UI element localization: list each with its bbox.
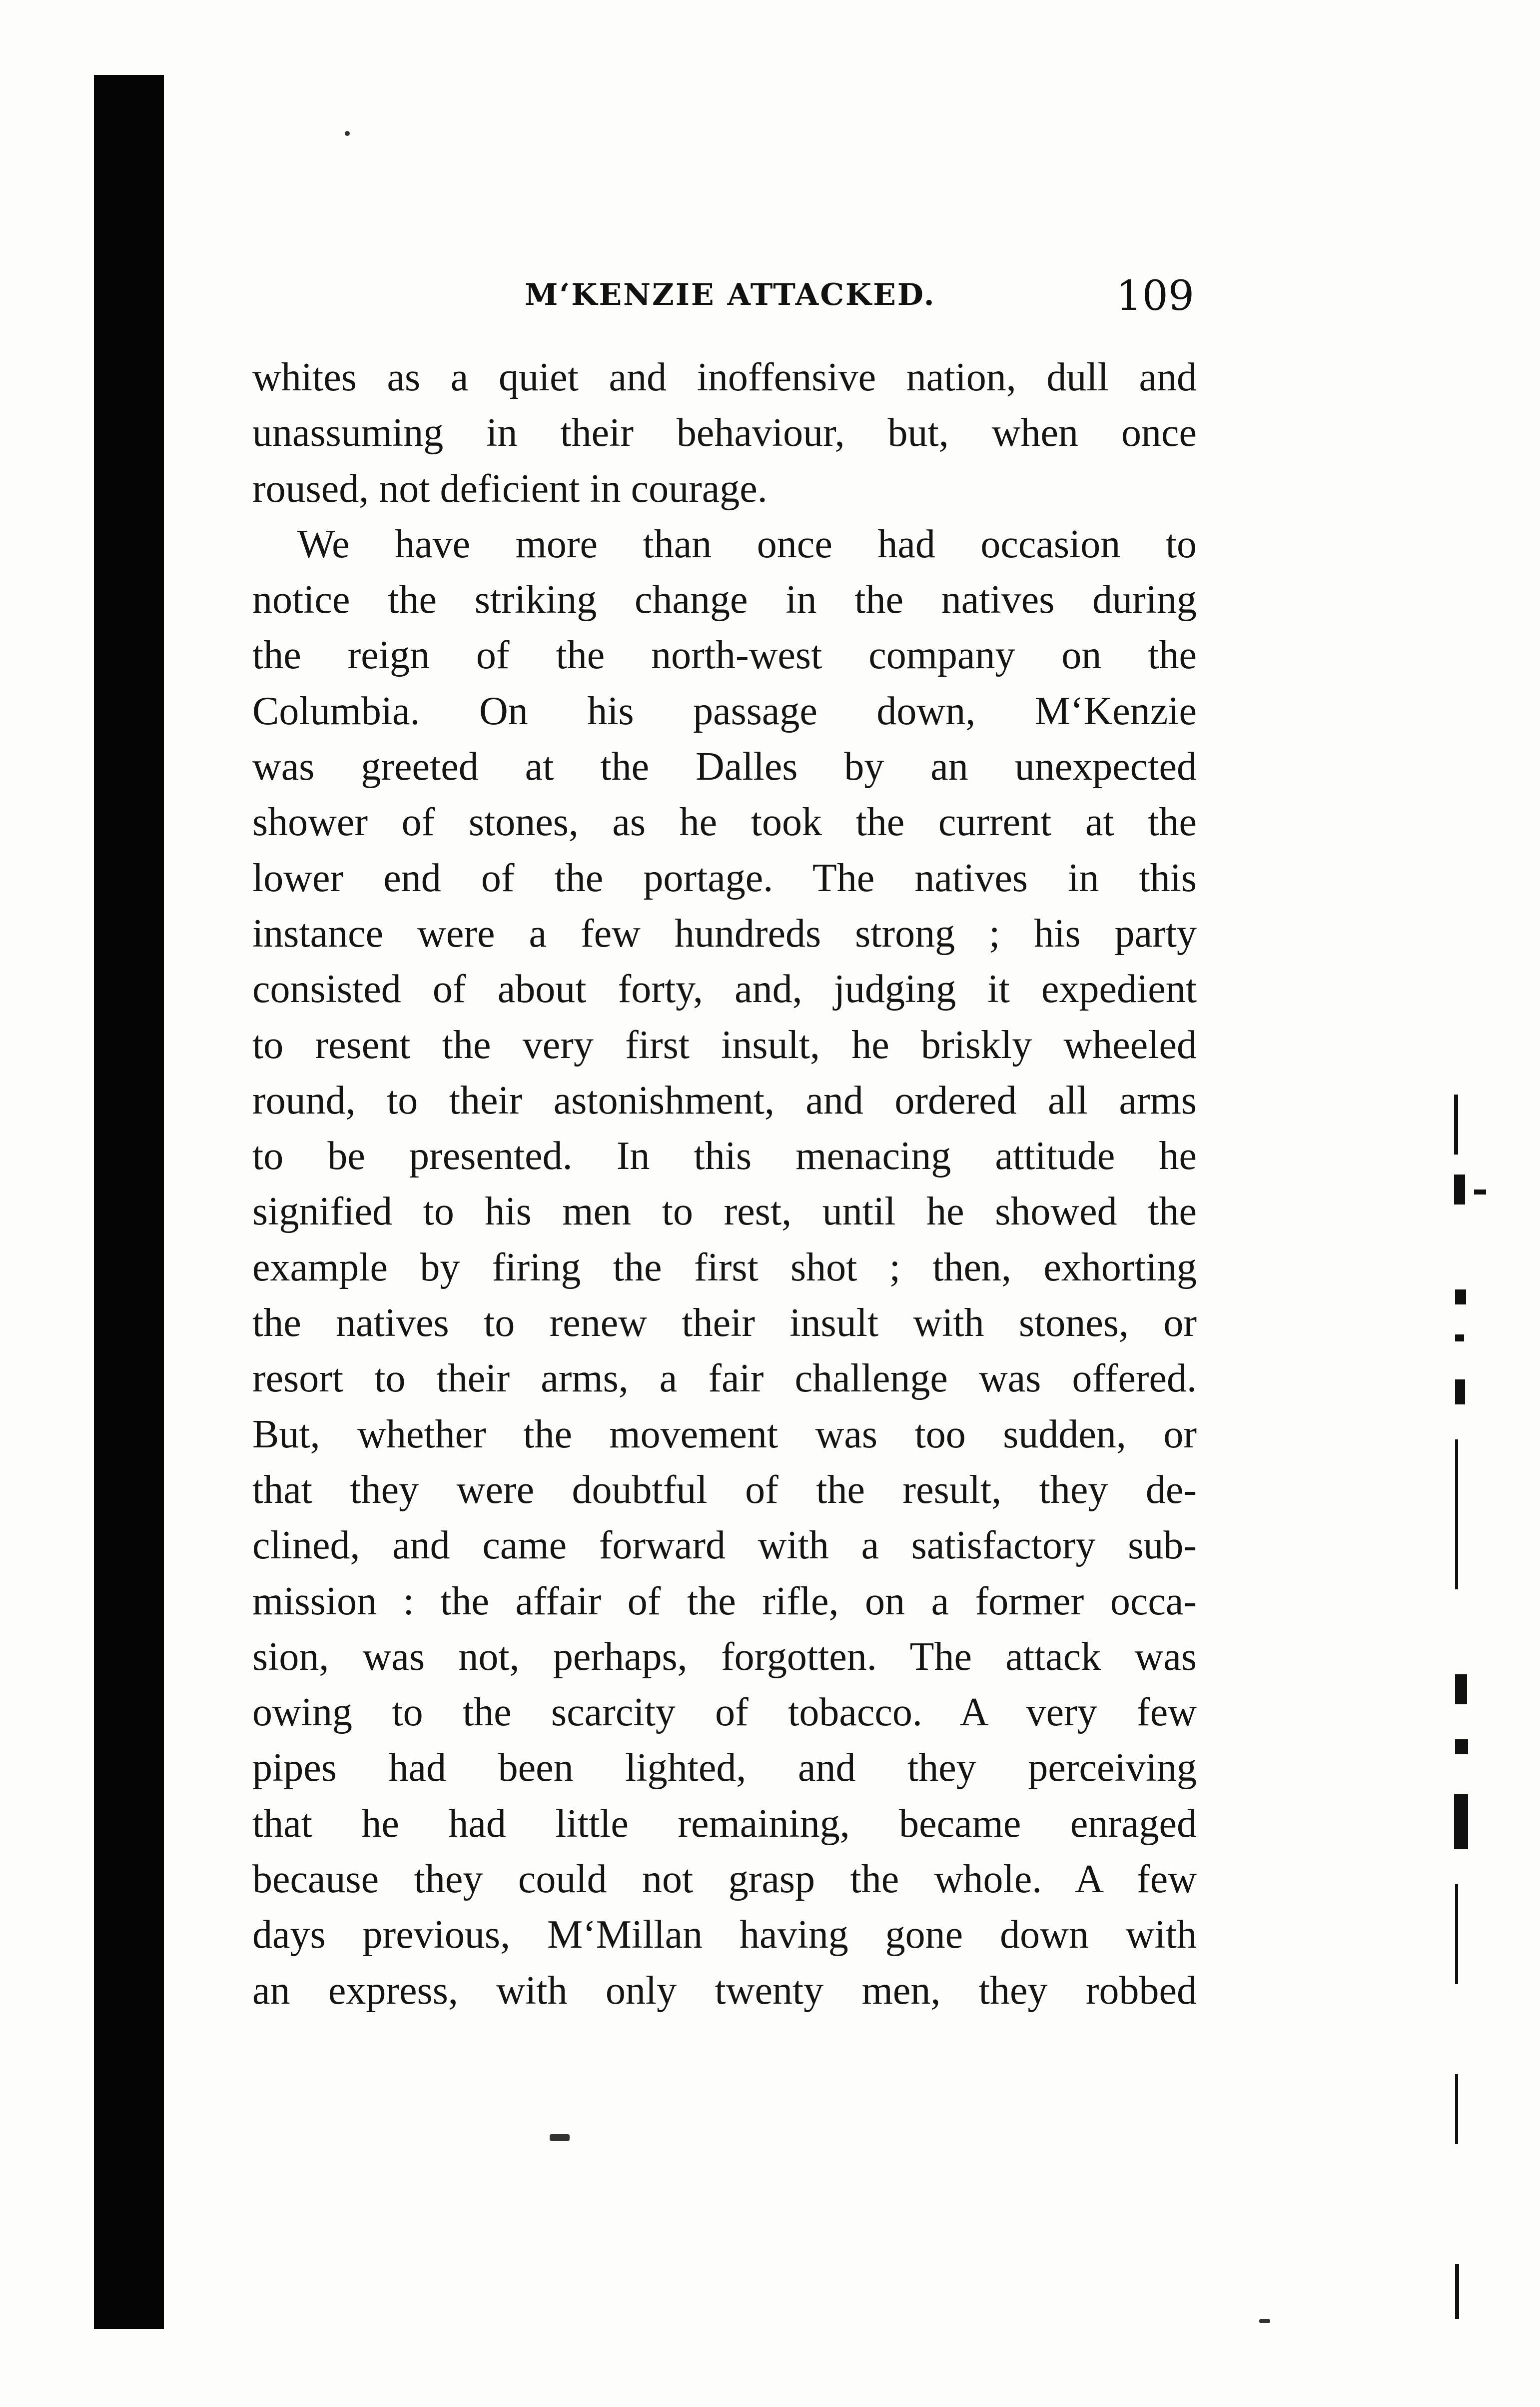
- text-line: an express, with only twenty men, they robbed: [252, 1968, 1197, 2013]
- edge-mark: [1455, 1334, 1464, 1341]
- text-line: the reign of the north-west company on the: [252, 633, 1197, 678]
- scan-speck: [550, 2134, 570, 2141]
- text-line: that he had little remaining, became enraged: [252, 1801, 1197, 1846]
- text-line: sion, was not, perhaps, forgotten. The attack was: [252, 1634, 1197, 1679]
- text-line: owing to the scarcity of tobacco. A very few: [252, 1690, 1197, 1735]
- text-line: roused, not deficient in courage.: [252, 466, 768, 511]
- text-line: clined, and came forward with a satisfactory sub-: [252, 1523, 1197, 1568]
- text-line: Columbia. On his passage down, M‘Kenzie: [252, 689, 1197, 733]
- edge-mark: [1455, 2074, 1458, 2144]
- text-line: pipes had been lighted, and they perceiving: [252, 1746, 1197, 1790]
- text-line: notice the striking change in the natives during: [252, 578, 1197, 622]
- edge-mark: [1454, 1095, 1458, 1155]
- text-line: to resent the very first insult, he briskly wheeled: [252, 1023, 1197, 1067]
- edge-mark: [1454, 1794, 1468, 1849]
- text-line: that they were doubtful of the result, they de-: [252, 1467, 1197, 1512]
- right-page-edge-marks: [1449, 1075, 1494, 2324]
- page-number: 109: [1116, 272, 1194, 320]
- edge-mark: [1455, 1289, 1466, 1304]
- text-line: consisted of about forty, and, judging it expedient: [252, 967, 1197, 1012]
- text-line: because they could not grasp the whole. A few: [252, 1857, 1197, 1902]
- edge-mark: [1455, 1739, 1468, 1754]
- text-line: was greeted at the Dalles by an unexpected: [252, 745, 1197, 789]
- running-head: M‘KENZIE ATTACKED.: [525, 277, 936, 312]
- edge-mark: [1455, 2264, 1459, 2319]
- scan-speck: [1259, 2319, 1270, 2323]
- body-text: [252, 350, 1197, 2019]
- edge-mark: [1455, 1439, 1458, 1589]
- text-line: mission : the affair of the rifle, on a former occa-: [252, 1579, 1197, 1623]
- scan-speck: [345, 131, 350, 136]
- text-line: example by firing the first shot ; then, exhorting: [252, 1245, 1197, 1289]
- text-line: resort to their arms, a fair challenge was offered.: [252, 1356, 1197, 1401]
- text-line: instance were a few hundreds strong ; his party: [252, 911, 1197, 956]
- page-header: [255, 272, 1194, 327]
- text-line: We have more than once had occasion to: [297, 522, 1197, 566]
- text-line: whites as a quiet and inoffensive nation, dull and: [252, 355, 1197, 399]
- edge-mark: [1455, 1884, 1458, 1984]
- text-line: But, whether the movement was too sudden, or: [252, 1412, 1197, 1456]
- text-line: round, to their astonishment, and ordered all arms: [252, 1078, 1197, 1123]
- text-line: the natives to renew their insult with stones, or: [252, 1301, 1197, 1345]
- text-line: days previous, M‘Millan having gone down with: [252, 1913, 1197, 1957]
- edge-mark: [1455, 1379, 1465, 1404]
- edge-mark: [1455, 1674, 1467, 1704]
- text-line: to be presented. In this menacing attitude he: [252, 1134, 1197, 1179]
- text-line: signified to his men to rest, until he showed the: [252, 1190, 1197, 1234]
- edge-mark: [1454, 1175, 1465, 1204]
- scan-gutter-shadow: [94, 75, 164, 2329]
- text-line: unassuming in their behaviour, but, when once: [252, 411, 1197, 455]
- text-line: lower end of the portage. The natives in this: [252, 856, 1197, 900]
- edge-mark: [1474, 1190, 1486, 1195]
- text-line: shower of stones, as he took the current at the: [252, 800, 1197, 845]
